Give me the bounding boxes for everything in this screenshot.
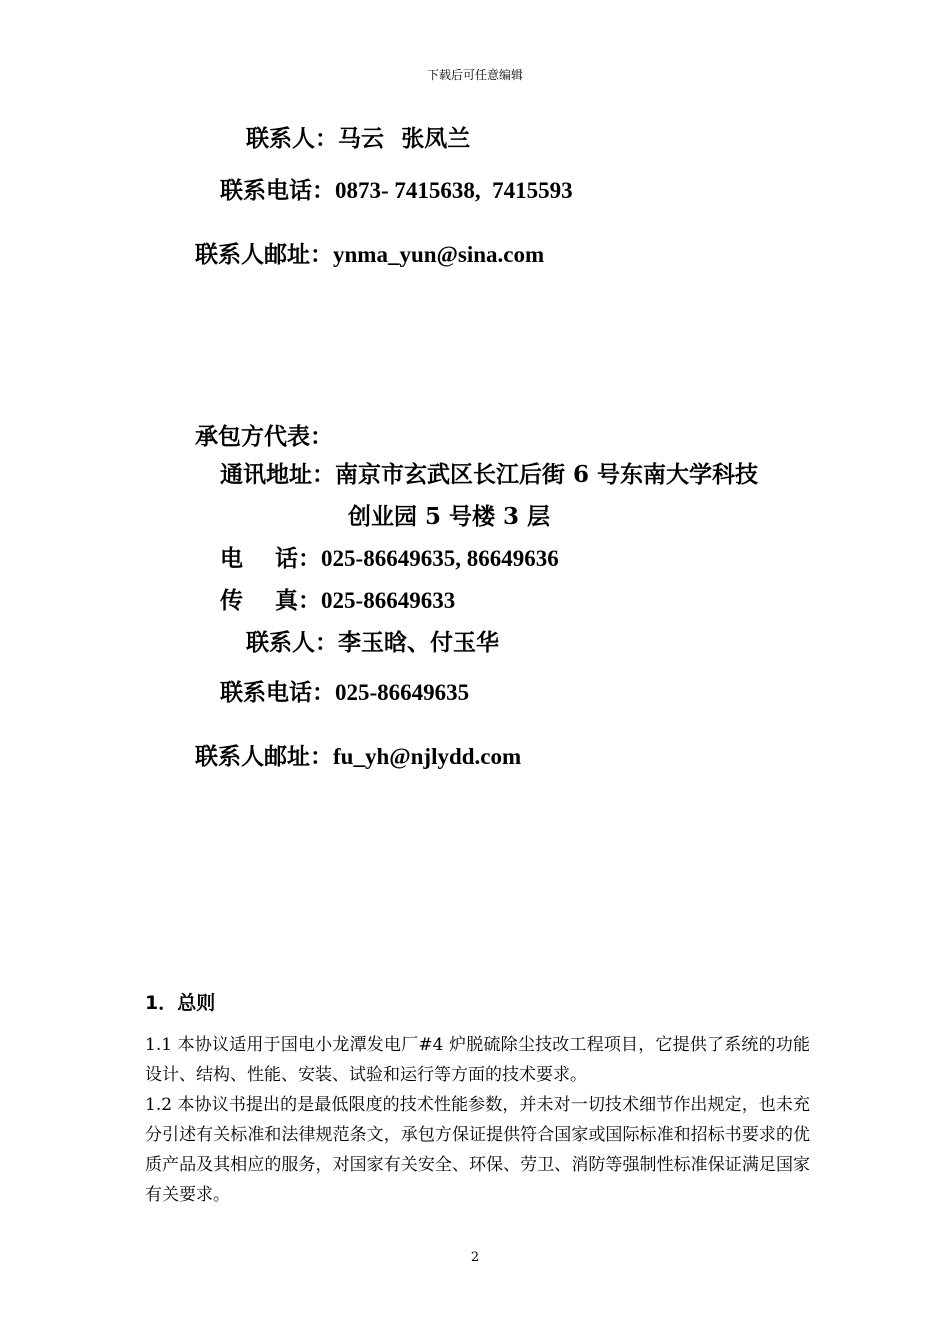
contractor-tel-row (220, 540, 559, 573)
contractor-email-row (195, 738, 521, 771)
owner-email-value: ynma_yun@sina.com (333, 242, 545, 267)
contractor-address-row (220, 456, 758, 489)
contractor-address-line2: 创业园 5 号楼 3 层 (348, 503, 551, 530)
owner-contact-row (246, 120, 470, 153)
header-note: 下载后可任意编辑 (426, 68, 523, 82)
section-paragraph-1-2: 1.2 本协议书提出的是最低限度的技术性能参数，并未对一切技术细节作出规定，也未充分引述有关标准和法律规范条文，承包方保证提供符合国家或国际标准和招标书要求的优质产品及其相应的服务，对国家有关安全、环保、劳卫、消防等强制性标准保证满足国家有关要求。 (145, 1095, 810, 1205)
owner-contact-value: 马云 张凤兰 (338, 126, 471, 151)
owner-email-label: 联系人邮址： (195, 241, 333, 268)
section-paragraph-1-1: 1.1 本协议适用于国电小龙潭发电厂#4 炉脱硫除尘技改工程项目，它提供了系统的功能设计、结构、性能、安装、试验和运行等方面的技术要求。 (145, 1035, 810, 1085)
contractor-contact-row (246, 624, 499, 657)
page-number: 2 (470, 1250, 480, 1265)
contractor-contact-label: 联系人： (246, 629, 338, 656)
owner-email-row (195, 236, 544, 269)
contractor-fax-label: 传 真： (220, 587, 322, 614)
owner-contact-label: 联系人： (246, 125, 338, 152)
owner-phone-value: 0873- 7415638, 7415593 (335, 178, 573, 203)
contractor-phone-label: 联系电话： (220, 679, 335, 706)
contractor-phone-value: 025-86649635 (335, 680, 470, 705)
contractor-phone-row (220, 674, 469, 707)
contractor-address-line1: 南京市玄武区长江后街 6 号东南大学科技 (335, 461, 759, 488)
contractor-contact-value: 李玉晗、付玉华 (338, 629, 499, 656)
section-title: 1．总则 (145, 992, 216, 1014)
contractor-email-value: fu_yh@njlydd.com (333, 744, 522, 769)
contractor-heading: 承包方代表： (195, 423, 333, 450)
contractor-fax-value: 025-86649633 (321, 588, 456, 613)
owner-phone-row (220, 172, 573, 205)
owner-phone-label: 联系电话： (220, 177, 335, 204)
contractor-tel-label: 电 话： (220, 545, 322, 572)
contractor-address-label: 通讯地址： (220, 461, 335, 488)
contractor-email-label: 联系人邮址： (195, 743, 333, 770)
contractor-tel-value: 025-86649635, 86649636 (321, 546, 559, 571)
contractor-fax-row (220, 582, 455, 615)
